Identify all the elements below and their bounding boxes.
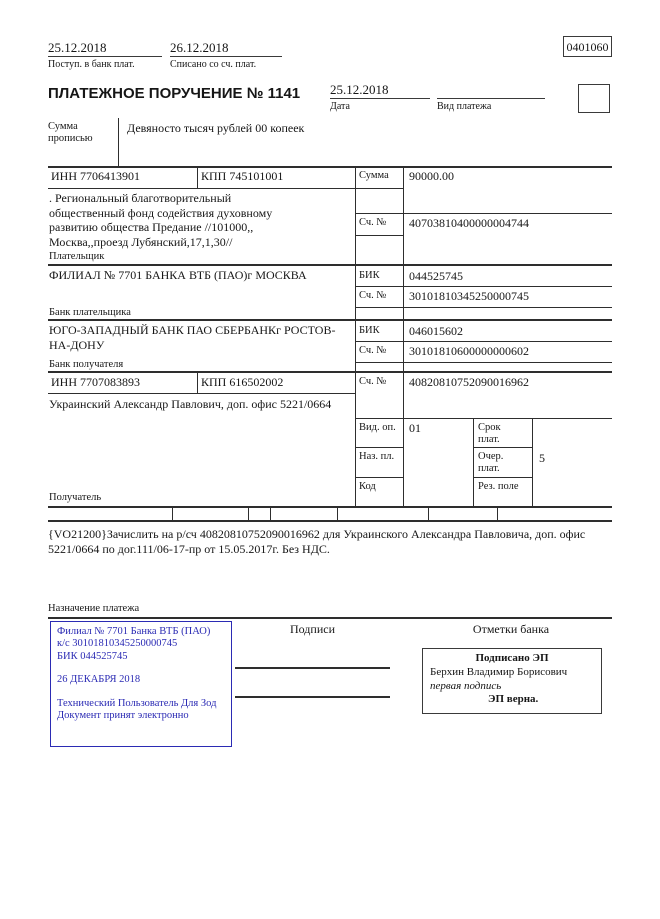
reserve-label: Рез. поле [478, 481, 519, 492]
esign-verdict: ЭП верна. [488, 693, 539, 706]
grid-line [355, 286, 612, 287]
payment-type-label: Вид платежа [437, 100, 492, 112]
payee-account: 40820810752090016962 [409, 375, 529, 389]
stamp-line-3: БИК 044525745 [57, 650, 128, 662]
payer-account: 40703810400000004744 [409, 216, 529, 230]
payer-bank-bik-label: БИК [359, 270, 380, 281]
grid-line [48, 319, 612, 321]
grid-line [48, 166, 612, 168]
amount-words-label: Сумма прописью [48, 121, 93, 145]
esign-box [422, 648, 602, 714]
purpose-label: Назначение платежа [48, 603, 140, 614]
payee-name: Украинский Александр Павлович, доп. офис 5221/0664 [49, 397, 332, 411]
stamp-line-2: к/с 30101810345250000745 [57, 638, 178, 650]
debited-date-label: Списано со сч. плат. [170, 58, 257, 70]
payee-inn: ИНН 7707083893 [51, 375, 140, 389]
esign-role: первая подпись [430, 679, 502, 692]
grid-line [355, 418, 612, 419]
doc-date: 25.12.2018 [330, 82, 430, 99]
payment-type-line [437, 82, 545, 99]
received-date: 25.12.2018 [48, 40, 162, 57]
grid-line [48, 371, 612, 373]
priority-value: 5 [539, 451, 545, 465]
doc-date-label: Дата [330, 100, 350, 112]
payer-inn: ИНН 7706413901 [51, 169, 140, 183]
payee-bank-bik: 046015602 [409, 324, 463, 338]
document-title: ПЛАТЕЖНОЕ ПОРУЧЕНИЕ № 1141 [48, 85, 301, 102]
esign-name: Берхин Владимир Борисович [430, 665, 568, 678]
grid-line [497, 507, 498, 522]
grid-line [355, 166, 356, 507]
grid-line [48, 264, 612, 266]
bank-stamp-box [50, 621, 232, 747]
nazp-label: Наз. пл. [359, 451, 395, 462]
payer-label: Плательщик [49, 251, 105, 262]
payer-bank-label: Банк плательщика [49, 307, 131, 318]
grid-line [355, 447, 403, 448]
payment-type-field [437, 82, 545, 112]
payee-bank-label: Банк получателя [49, 359, 124, 370]
grid-line [172, 507, 173, 522]
grid-line [403, 166, 404, 507]
grid-line [197, 372, 198, 393]
grid-line [48, 520, 612, 522]
op-type-label: Вид. оп. [359, 422, 396, 433]
grid-line [355, 362, 612, 363]
grid-line [473, 447, 532, 448]
stamp-line-4: 26 ДЕКАБРЯ 2018 [57, 674, 141, 686]
payee-bank-account-label: Сч. № [359, 345, 387, 356]
term-label: Срок плат. [478, 422, 501, 446]
stamp-line-5: Технический Пользователь Для Зод [57, 697, 217, 709]
debited-date: 26.12.2018 [170, 40, 282, 57]
grid-line [48, 506, 612, 508]
esign-title: Подписано ЭП [475, 652, 549, 664]
amount-words-value: Девяносто тысяч рублей 00 копеек [127, 121, 305, 135]
payer-bank-account-label: Сч. № [359, 290, 387, 301]
payee-kpp: КПП 616502002 [201, 375, 284, 389]
amount-value: 90000.00 [409, 169, 454, 183]
grid-line [248, 507, 249, 522]
grid-line [428, 507, 429, 522]
grid-line [473, 418, 474, 507]
grid-line [48, 188, 403, 189]
stamp-line-1: Филиал № 7701 Банка ВТБ (ПАО) [57, 626, 211, 637]
grid-line [355, 307, 612, 308]
amount-label: Сумма [359, 170, 389, 181]
signature-line-1 [235, 667, 390, 669]
grid-line [270, 507, 271, 522]
priority-label: Очер. плат. [478, 451, 504, 475]
payee-label: Получатель [49, 492, 102, 503]
bank-marks-header: Отметки банка [472, 622, 550, 636]
purpose-text: {VO21200}Зачислить на р/сч 40820810752090016962 для Украинского Александра Павловича, доп. офис 5221/0664 по дог.111/06-17-пр от 15.05.2017г. Без НДС. [48, 527, 586, 556]
grid-line [473, 477, 532, 478]
payer-bank-name: ФИЛИАЛ № 7701 БАНКА ВТБ (ПАО)г МОСКВА [49, 268, 307, 282]
stamp-line-6: Документ принят электронно [57, 709, 189, 721]
payee-account-label: Сч. № [359, 376, 387, 387]
form-code-box: 0401060 [563, 36, 612, 57]
payee-bank-account: 30101810600000000602 [409, 344, 529, 358]
grid-line [355, 213, 612, 214]
payer-account-label: Сч. № [359, 217, 387, 228]
signature-line-2 [235, 696, 390, 698]
payer-bank-bik: 044525745 [409, 269, 463, 283]
payee-bank-name: ЮГО-ЗАПАДНЫЙ БАНК ПАО СБЕРБАНКг РОСТОВ-НА-ДОНУ [49, 323, 336, 352]
payer-kpp: КПП 745101001 [201, 169, 284, 183]
payer-name: . Региональный благотворительный общественный фонд содействия духовному развитию общества Предание //101000,, Москва,,проезд Лубянский,17,1,30// [49, 191, 273, 249]
grid-line [48, 393, 355, 394]
grid-line [337, 507, 338, 522]
grid-line [355, 477, 403, 478]
grid-line [48, 617, 612, 619]
doc-date-field [330, 82, 430, 112]
received-date-label: Поступ. в банк плат. [48, 58, 135, 70]
code-label: Код [359, 481, 376, 492]
received-date-field [48, 40, 162, 70]
op-type-value: 01 [409, 421, 421, 435]
debited-date-field [170, 40, 282, 70]
grid-line [118, 118, 119, 166]
payer-bank-account: 30101810345250000745 [409, 289, 529, 303]
payment-type-box [578, 84, 610, 113]
grid-line [197, 166, 198, 188]
grid-line [355, 235, 403, 236]
grid-line [532, 418, 533, 507]
payment-table [48, 166, 612, 522]
payee-bank-bik-label: БИК [359, 325, 380, 336]
signatures-header: Подписи [289, 622, 336, 636]
grid-line [355, 341, 612, 342]
